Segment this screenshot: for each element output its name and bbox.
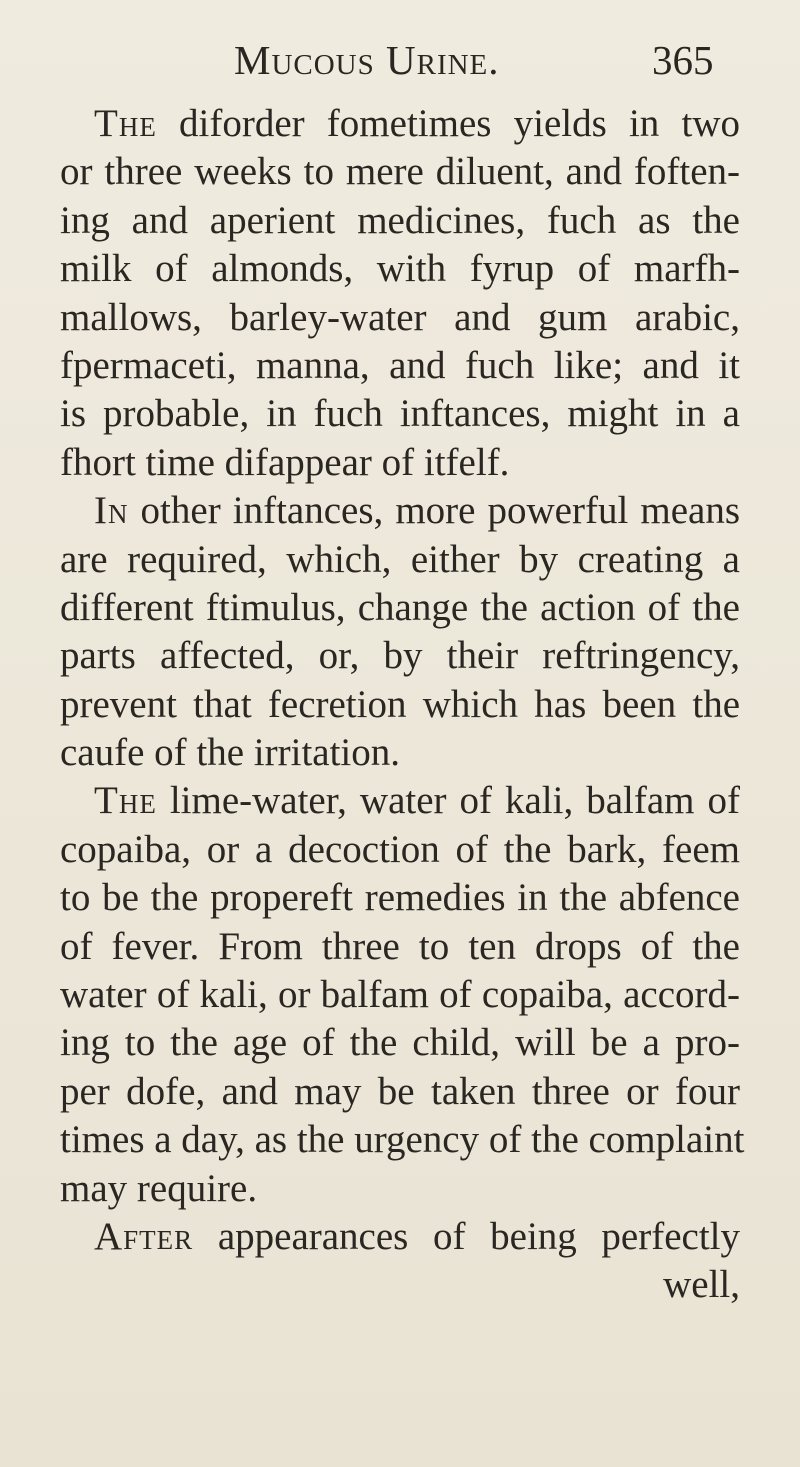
text-line: ing and aperient medicines, fuch as the: [60, 198, 740, 242]
catchword: well,: [663, 1263, 740, 1307]
paragraph-lead: The: [94, 779, 157, 823]
paragraph-lead: After: [94, 1214, 194, 1258]
text-line: times a day, as the urgency of the complaint: [60, 1118, 745, 1162]
paragraph-lead: In: [94, 489, 129, 533]
text-line: to be the propereft remedies in the abfence: [60, 876, 740, 920]
text-line: [60, 1213, 740, 1261]
text-line: mallows, barley-water and gum arabic,: [60, 295, 740, 339]
text-line: [60, 487, 740, 535]
line-text: other inftances, more powerful means: [128, 489, 740, 533]
running-head-title: Mucous Urine.: [234, 37, 500, 83]
text-line: may require.: [60, 1166, 258, 1210]
body-text: [60, 100, 745, 1310]
running-head: [0, 28, 800, 88]
line-text: lime-water, water of kali, balfam of: [156, 779, 740, 823]
text-line: is probable, in fuch inftances, might in a: [60, 392, 740, 436]
text-line: different ftimulus, change the action of the: [60, 585, 740, 629]
text-line: per dofe, and may be taken three or four: [60, 1069, 740, 1113]
text-line: parts affected, or, by their reftringency,: [60, 634, 740, 678]
text-line: [60, 777, 740, 825]
text-line: ing to the age of the child, will be a pro-: [60, 1021, 740, 1065]
text-line: water of kali, or balfam of copaiba, accord-: [60, 973, 740, 1017]
text-line: fhort time difappear of itfelf.: [60, 440, 510, 484]
text-line: milk of almonds, with fyrup of marfh-: [60, 247, 740, 291]
text-line: caufe of the irritation.: [60, 731, 401, 775]
text-line: fpermaceti, manna, and fuch like; and it: [60, 343, 740, 387]
paragraph-lead: The: [94, 102, 157, 145]
text-line: [60, 100, 740, 148]
text-line: prevent that fecretion which has been the: [60, 682, 740, 726]
page-number: 365: [652, 37, 714, 83]
text-line: or three weeks to mere diluent, and foften-: [60, 150, 740, 194]
text-line: are required, which, either by creating a: [60, 537, 740, 581]
text-line: copaiba, or a decoction of the bark, feem: [60, 827, 740, 871]
line-text: appearances of being perfectly: [193, 1214, 740, 1258]
text-line: of fever. From three to ten drops of the: [60, 924, 740, 968]
line-text: diforder fometimes yields in two: [156, 102, 740, 145]
